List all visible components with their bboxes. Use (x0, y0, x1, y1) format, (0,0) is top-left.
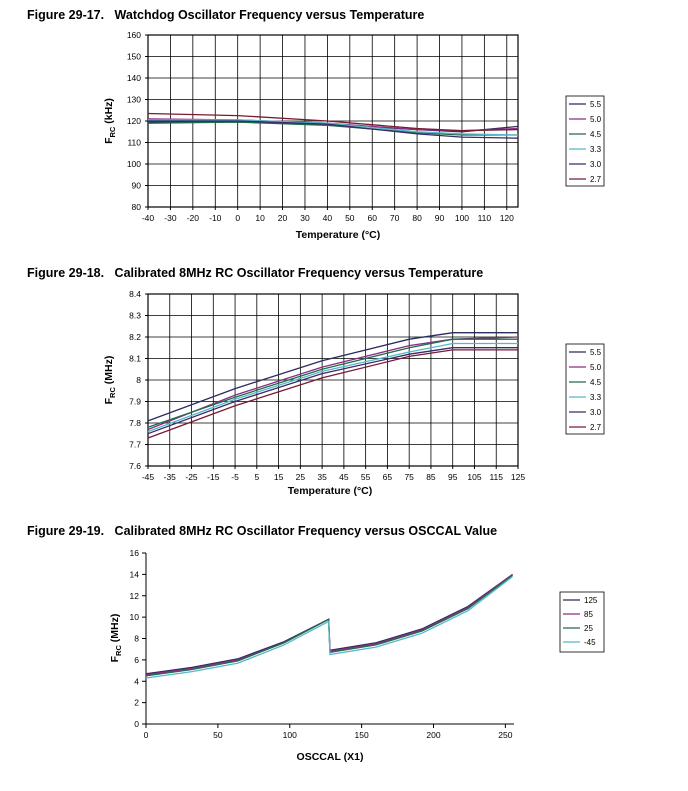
figure-title (27, 524, 497, 538)
y-tick-label: 7.7 (129, 439, 141, 450)
y-tick-label: 140 (126, 73, 141, 83)
series-line-3.3 (148, 344, 518, 432)
y-axis-title-sub: RC (108, 126, 117, 138)
x-tick-label: 250 (498, 730, 513, 740)
y-axis-title (103, 98, 117, 144)
chart-rc-temperature (0, 258, 688, 516)
x-tick-label: 20 (277, 213, 288, 223)
y-tick-label: 10 (129, 612, 139, 623)
x-tick-label: 65 (382, 472, 393, 482)
x-tick-label: 45 (339, 472, 349, 482)
x-tick-label: 50 (345, 213, 355, 223)
y-axis-title-main: F (103, 137, 115, 144)
y-tick-label: 0 (134, 719, 139, 729)
legend-label: 4.5 (590, 378, 602, 387)
x-axis-title: OSCCAL (X1) (296, 751, 364, 763)
x-tick-label: 100 (282, 730, 297, 740)
x-tick-label: 35 (317, 472, 327, 482)
chart-title: Watchdog Oscillator Frequency versus Temperature (114, 8, 425, 22)
legend-label: 85 (584, 610, 593, 619)
x-tick-label: 120 (499, 213, 514, 223)
x-tick-label: 15 (273, 472, 284, 482)
legend-label: 3.3 (590, 145, 602, 154)
y-tick-label: 110 (127, 137, 141, 148)
figure-label: Figure 29-18. (27, 266, 105, 280)
chart-title: Calibrated 8MHz RC Oscillator Frequency versus OSCCAL Value (114, 524, 498, 538)
x-tick-label: -30 (164, 213, 177, 223)
x-tick-label: 25 (295, 472, 306, 482)
y-tick-label: 16 (129, 548, 139, 558)
figure-title (27, 266, 483, 280)
x-tick-label: 0 (143, 730, 149, 740)
y-tick-label: 7.9 (129, 396, 141, 407)
figure-rc-osccal (0, 516, 688, 786)
x-axis-title: Temperature (°C) (295, 229, 381, 241)
y-axis-title-main: F (103, 397, 115, 405)
y-tick-label: 80 (131, 202, 141, 212)
y-tick-label: 7.8 (129, 418, 141, 428)
x-tick-label: -40 (141, 213, 155, 223)
y-tick-label: 7.6 (129, 461, 141, 471)
figure-title (27, 8, 424, 22)
series-line-4.5 (148, 339, 518, 427)
x-tick-label: 125 (510, 472, 526, 482)
series-line-5.0 (148, 337, 518, 430)
x-tick-label: 60 (367, 213, 377, 223)
y-tick-label: 130 (126, 94, 141, 105)
y-axis-title-unit: (MHz) (109, 613, 121, 646)
y-axis-title-sub: RC (108, 387, 117, 398)
y-tick-label: 150 (126, 51, 141, 62)
x-tick-label: 70 (389, 213, 400, 223)
x-tick-label: 80 (412, 213, 422, 223)
x-tick-label: 115 (489, 472, 504, 482)
y-tick-label: 8.2 (129, 332, 141, 342)
legend-label: 25 (584, 624, 593, 633)
legend-label: 2.7 (590, 175, 602, 184)
legend-label: 3.3 (590, 393, 602, 402)
x-tick-label: -45 (141, 472, 155, 482)
y-axis-title-unit: (MHz) (103, 355, 115, 388)
y-tick-label: 12 (129, 590, 139, 601)
series-line-3.0 (148, 348, 518, 434)
y-axis-title-main: F (109, 655, 121, 663)
x-tick-label: 55 (360, 472, 371, 482)
y-tick-label: 14 (129, 569, 139, 580)
x-tick-label: 105 (467, 472, 482, 482)
x-tick-label: 10 (255, 213, 265, 223)
legend-label: 5.5 (590, 348, 602, 357)
x-tick-label: -15 (207, 472, 220, 482)
y-axis-title (103, 356, 117, 405)
y-axis-title-unit: (kHz) (103, 98, 115, 127)
y-tick-label: 8 (134, 633, 139, 644)
legend-box (566, 344, 604, 434)
legend-label: 4.5 (590, 130, 602, 139)
legend-label: 3.0 (590, 160, 602, 169)
x-tick-label: -25 (185, 472, 198, 482)
x-tick-label: -10 (209, 213, 222, 223)
x-tick-label: 75 (404, 472, 414, 482)
x-tick-label: 85 (426, 472, 436, 482)
x-axis-title: Temperature (°C) (287, 485, 373, 497)
chart-rc-osccal (0, 516, 688, 786)
series-line-2.7 (148, 350, 518, 438)
x-tick-label: -35 (163, 472, 176, 482)
y-tick-label: 8.3 (129, 310, 141, 321)
legend-label: 125 (584, 596, 598, 605)
x-tick-label: 95 (447, 472, 458, 482)
series-line--45 (146, 577, 513, 679)
x-tick-label: 100 (454, 213, 470, 223)
x-tick-label: 200 (426, 730, 441, 740)
x-tick-label: 90 (434, 213, 445, 223)
y-tick-label: 8.1 (129, 353, 141, 364)
legend-box (566, 96, 604, 186)
y-tick-label: 8 (136, 375, 141, 385)
x-tick-label: 5 (254, 472, 260, 482)
figure-label: Figure 29-19. (27, 524, 105, 538)
legend-label: 3.0 (590, 408, 602, 417)
chart-title: Calibrated 8MHz RC Oscillator Frequency versus Temperature (114, 266, 484, 280)
figure-label: Figure 29-17. (27, 8, 105, 22)
x-tick-label: 30 (300, 213, 310, 223)
legend-label: -45 (584, 638, 596, 647)
legend-label: 2.7 (590, 423, 602, 432)
y-tick-label: 8.4 (129, 289, 141, 299)
y-axis-title-sub: RC (114, 645, 123, 656)
x-tick-label: -20 (186, 213, 199, 223)
y-axis-title (109, 614, 123, 663)
x-tick-label: 150 (354, 730, 369, 740)
y-tick-label: 2 (134, 697, 139, 708)
legend-label: 5.5 (590, 100, 602, 109)
x-tick-label: 0 (235, 213, 241, 223)
y-tick-label: 160 (126, 30, 141, 40)
x-tick-label: 40 (322, 213, 333, 223)
legend-label: 5.0 (590, 363, 602, 372)
x-tick-label: 110 (477, 213, 492, 223)
figure-rc-temp (0, 258, 688, 516)
legend-box (560, 592, 604, 652)
x-tick-label: -5 (231, 472, 239, 482)
legend-label: 5.0 (590, 115, 602, 124)
y-tick-label: 6 (134, 654, 139, 665)
chart-watchdog (0, 0, 688, 258)
y-tick-label: 100 (126, 159, 141, 169)
figure-watchdog (0, 0, 688, 258)
y-tick-label: 120 (126, 116, 141, 126)
y-tick-label: 4 (134, 676, 139, 687)
y-tick-label: 90 (131, 180, 141, 191)
x-tick-label: 50 (213, 730, 223, 740)
